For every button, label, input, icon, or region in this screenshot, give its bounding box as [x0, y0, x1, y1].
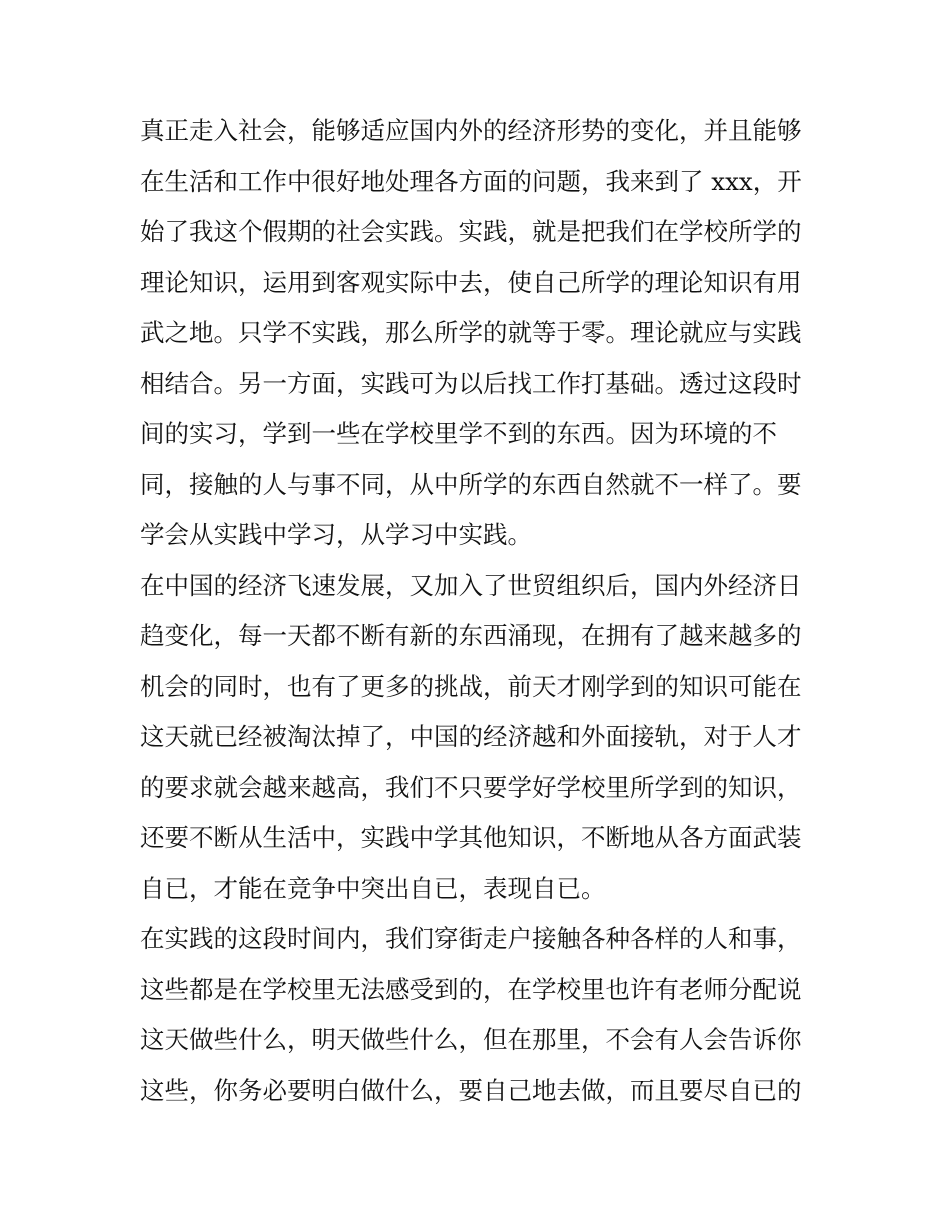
text-line: 的要求就会越来越高，我们不只要学好学校里所学到的知识， [140, 772, 802, 802]
body-text [140, 106, 820, 1116]
text-line: 理论知识，运用到客观实际中去，使自己所学的理论知识有用 [140, 267, 802, 297]
text-line: 在实践的这段时间内，我们穿街走户接触各种各样的人和事， [140, 924, 802, 953]
text-line: 间的实习，学到一些在学校里学不到的东西。因为环境的不 [140, 419, 777, 448]
text-line: 机会的同时，也有了更多的挑战，前天才刚学到的知识可能在 [140, 671, 802, 701]
text-line: 学会从实践中学习，从学习中实践。 [140, 520, 532, 549]
text-line: 这些，你务必要明白做什么，要自己地去做，而且要尽自已的 [140, 1075, 802, 1105]
text-line: 这天就已经被淘汰掉了，中国的经济越和外面接轨，对于人才 [140, 722, 802, 751]
text-line: 武之地。只学不实践，那么所学的就等于零。理论就应与实践 [140, 318, 802, 347]
text-line: 还要不断从生活中，实践中学其他知识，不断地从各方面武装 [140, 823, 802, 852]
text-line: 在中国的经济飞速发展，又加入了世贸组织后，国内外经济日 [140, 570, 802, 600]
text-line: 自已，才能在竞争中突出自已，表现自已。 [140, 873, 606, 903]
text-line: 这天做些什么，明天做些什么，但在那里，不会有人会告诉你 [140, 1025, 802, 1054]
text-line: 这些都是在学校里无法感受到的，在学校里也许有老师分配说 [140, 974, 802, 1004]
text-line: 真正走入社会，能够适应国内外的经济形势的变化，并且能够 [140, 116, 802, 145]
text-line: 同，接触的人与事不同，从中所学的东西自然就不一样了。要 [140, 469, 802, 499]
text-line: 在生活和工作中很好地处理各方面的问题，我来到了 xxx，开 [140, 166, 802, 196]
text-line: 趋变化，每一天都不断有新的东西涌现，在拥有了越来越多的 [140, 621, 802, 650]
text-line: 相结合。另一方面，实践可为以后找工作打基础。透过这段时 [140, 368, 802, 398]
text-line: 始了我这个假期的社会实践。实践，就是把我们在学校所学的 [140, 217, 802, 246]
